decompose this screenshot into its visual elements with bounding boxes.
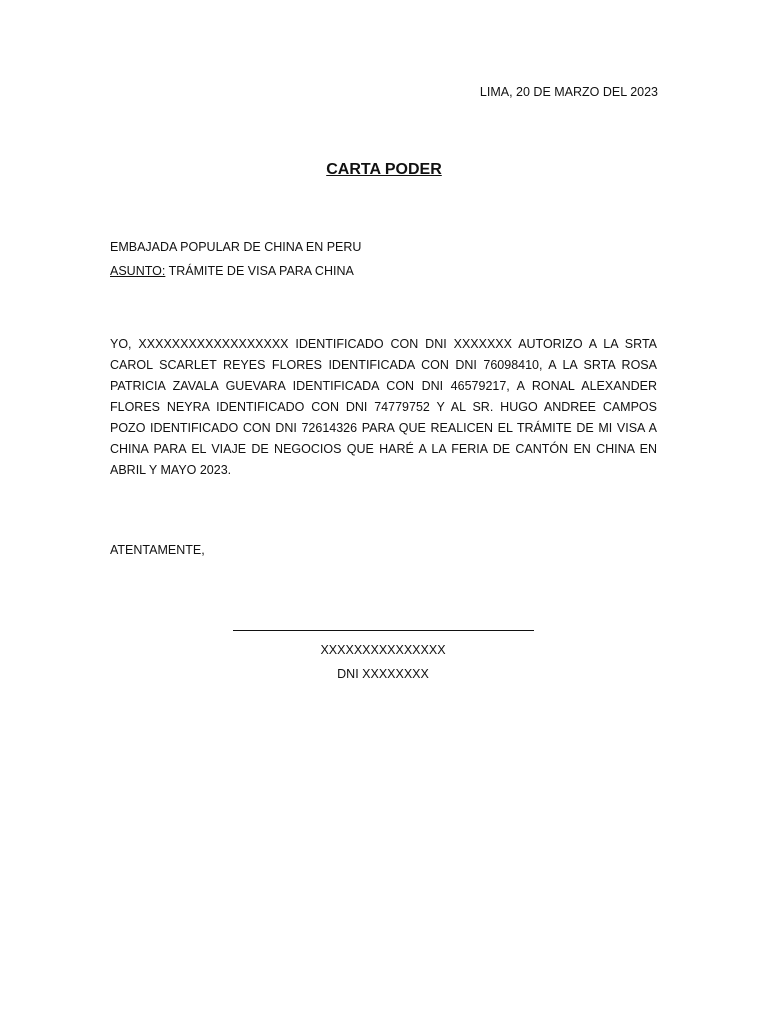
- letter-title: CARTA PODER: [326, 161, 442, 178]
- letter-date: LIMA, 20 DE MARZO DEL 2023: [479, 85, 658, 99]
- subject-text: TRÁMITE DE VISA PARA CHINA: [165, 264, 354, 278]
- signature-line: [233, 630, 534, 631]
- signer-dni: DNI XXXXXXXX: [337, 667, 429, 681]
- signer-name: XXXXXXXXXXXXXXX: [320, 643, 446, 657]
- letter-closing: ATENTAMENTE,: [110, 543, 205, 557]
- letter-subject: [110, 263, 354, 279]
- letter-body: YO, XXXXXXXXXXXXXXXXXX IDENTIFICADO CON DNI XXXXXXX AUTORIZO A LA SRTA CAROL SCARLET REYES FLORES IDENTIFICADA CON DNI 76098410, A LA SRTA ROSA PATRICIA ZAVALA GUEVARA IDENTIFICADA CON DNI 46579217, A RONAL ALEXANDER FLORES NEYRA IDENTIFICADO CON DNI 74779752 Y AL SR. HUGO ANDREE CAMPOS POZO IDENTIFICADO CON DNI 72614326 PARA QUE REALICEN EL TRÁMITE DE MI VISA A CHINA PARA EL VIAJE DE NEGOCIOS QUE HARÉ A LA FERIA DE CANTÓN EN CHINA EN ABRIL Y MAYO 2023.: [110, 337, 657, 477]
- letter-recipient: EMBAJADA POPULAR DE CHINA EN PERU: [110, 240, 362, 254]
- subject-label: ASUNTO:: [110, 264, 166, 278]
